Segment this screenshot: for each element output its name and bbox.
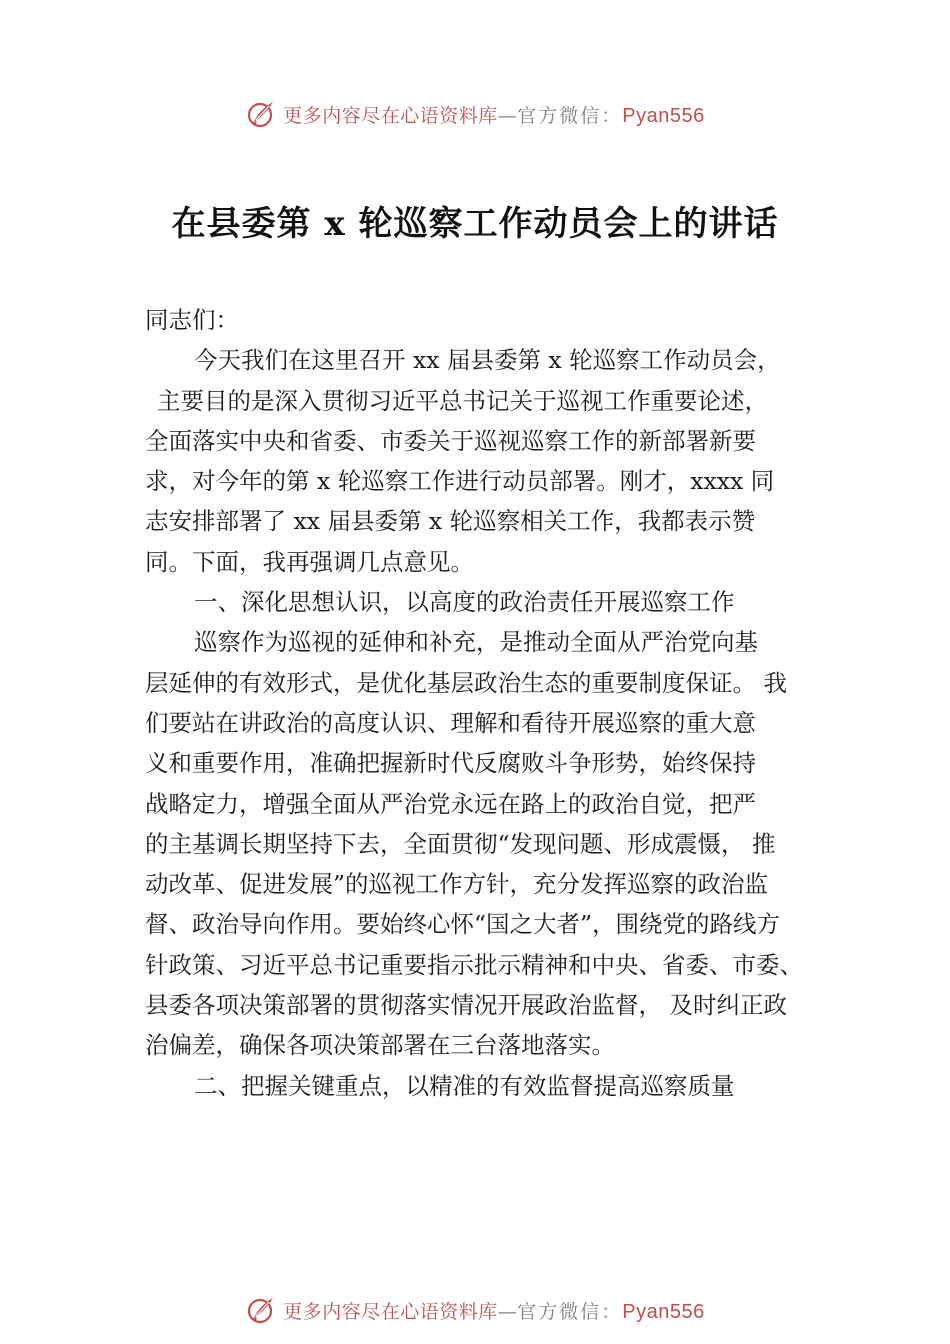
body-line: 巡察作为巡视的延伸和补充，是推动全面从严治党向基 <box>194 628 758 657</box>
quill-logo-icon <box>245 1294 277 1326</box>
body-line: 今天我们在这里召开 xx 届县委第 x 轮巡察工作动员会， <box>194 346 781 375</box>
footer-banner-separator: — <box>497 1300 518 1323</box>
body-line: 全面落实中央和省委、市委关于巡视巡察工作的新部署新要 <box>145 426 756 455</box>
body-line: 层延伸的有效形式，是优化基层政治生态的重要制度保证。 我 <box>145 668 787 697</box>
body-line: 督、政治导向作用。要始终心怀“国之大者”，围绕党的路线方 <box>145 910 781 939</box>
footer-banner-main: 更多内容尽在心语资料库 <box>283 1300 498 1323</box>
footer-banner-wechat-id: Pyan556 <box>622 1300 705 1323</box>
document-title: 在县委第 x 轮巡察工作动员会上的讲话 <box>171 204 779 244</box>
footer-banner-text <box>283 1297 705 1324</box>
header-banner-separator: — <box>497 104 518 127</box>
body-line: 同。下面，我再强调几点意见。 <box>145 547 474 576</box>
document-body <box>145 300 825 1106</box>
body-line: 主要目的是深入贯彻习近平总书记关于巡视工作重要论述， <box>157 386 768 415</box>
footer-banner <box>0 1292 950 1328</box>
header-banner-text <box>283 101 705 128</box>
header-banner-wechat-label: 官方微信： <box>517 104 623 127</box>
quill-logo-icon <box>245 98 277 130</box>
body-line: 们要站在讲政治的高度认识、理解和看待开展巡察的重大意 <box>145 708 756 737</box>
header-banner-wechat-id: Pyan556 <box>622 104 705 127</box>
body-line: 求，对今年的第 x 轮巡察工作进行动员部署。刚才，xxxx 同 <box>145 467 775 496</box>
body-line: 的主基调长期坚持下去，全面贯彻“发现问题、形成震慑， 推 <box>145 829 776 858</box>
footer-banner-content <box>245 1294 705 1326</box>
body-line: 治偏差，确保各项决策部署在三台落地落实。 <box>145 1031 615 1060</box>
section-heading-1: 一、深化思想认识，以高度的政治责任开展巡察工作 <box>194 588 735 617</box>
header-banner <box>0 96 950 132</box>
body-line: 志安排部署了 xx 届县委第 x 轮巡察相关工作，我都表示赞 <box>145 507 756 536</box>
header-banner-main: 更多内容尽在心语资料库 <box>283 104 498 127</box>
body-line: 动改革、促进发展”的巡视工作方针，充分发挥巡察的政治监 <box>145 870 769 899</box>
footer-banner-wechat-label: 官方微信： <box>517 1300 623 1323</box>
section-heading-2: 二、把握关键重点，以精准的有效监督提高巡察质量 <box>194 1071 735 1100</box>
body-line: 战略定力，增强全面从严治党永远在路上的政治自觉，把严 <box>145 789 756 818</box>
header-banner-content <box>245 98 705 130</box>
body-line: 针政策、习近平总书记重要指示批示精神和中央、省委、市委、 <box>145 950 803 979</box>
salutation: 同志们： <box>145 306 239 334</box>
body-line: 县委各项决策部署的贯彻落实情况开展政治监督， 及时纠正政 <box>145 991 787 1020</box>
body-line: 义和重要作用，准确把握新时代反腐败斗争形势，始终保持 <box>145 749 756 778</box>
